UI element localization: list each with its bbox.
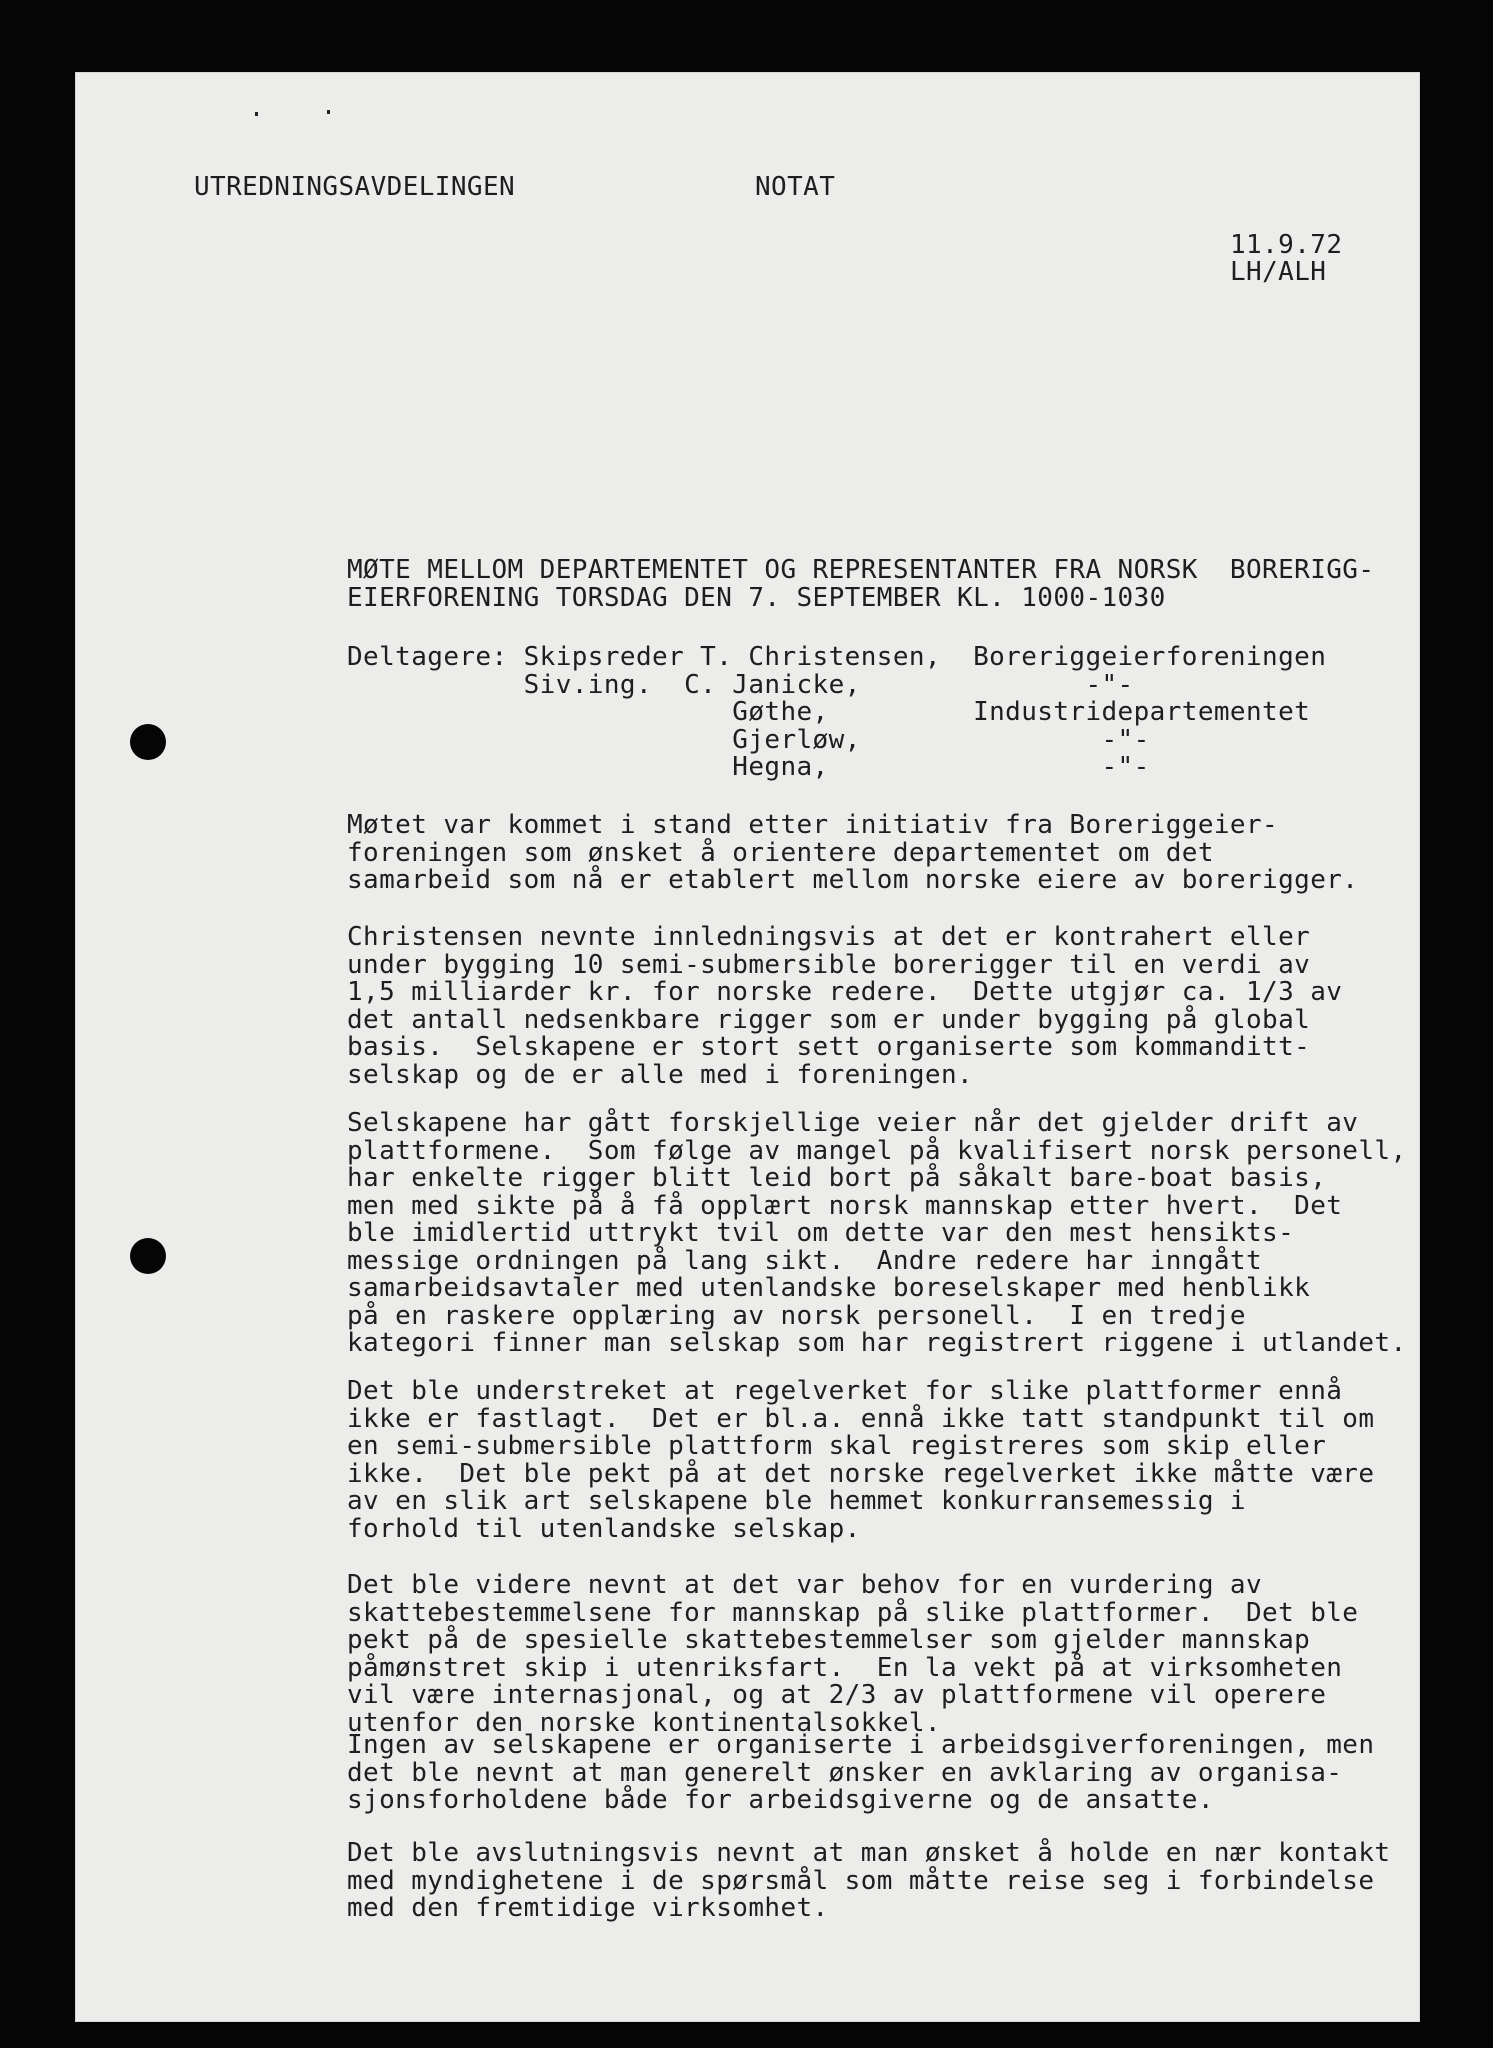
text-line: ikke. Det ble pekt på at det norske regelverket ikke måtte være — [347, 1458, 1375, 1489]
text-line: ble imidlertid uttrykt tvil om dette var den mest hensikts- — [347, 1218, 1295, 1248]
margin-mark — [255, 112, 258, 116]
text-line: utenfor den norske kontinentalsokkel. — [347, 1707, 941, 1738]
punch-hole — [130, 1238, 166, 1274]
paragraph-4 — [347, 1378, 1374, 1543]
text-line: påmønstret skip i utenriksfart. En la vekt på at virksomheten — [347, 1652, 1343, 1683]
text-line: sjonsforholdene både for arbeidsgiverne og de ansatte. — [347, 1785, 1214, 1815]
punch-hole — [130, 724, 166, 760]
text-line: Det ble videre nevnt at det var behov for en vurdering av — [347, 1570, 1263, 1600]
participant-line: Siv.ing. C. Janicke, -"- — [347, 669, 1134, 700]
paragraph-7 — [347, 1840, 1390, 1923]
text-line: Ingen av selskapene er organiserte i arbeidsgiverforeningen, men — [347, 1730, 1375, 1760]
participant-line: Deltagere: Skipsreder T. Christensen, Boreriggeierforeningen — [347, 642, 1327, 672]
text-line: Møtet var kommet i stand etter initiativ fra Boreriggeier- — [347, 810, 1279, 840]
text-line: men med sikte på å få opplært norsk mannskap etter hvert. Det — [347, 1190, 1343, 1221]
text-line: en semi-submersible plattform skal registreres som skip eller — [347, 1431, 1327, 1461]
participants-list — [347, 644, 1326, 782]
document-date: 11.9.72 — [1230, 230, 1343, 260]
text-line: samarbeidsavtaler med utenlandske boreselskaper med henblikk — [347, 1273, 1311, 1303]
text-line: foreningen som ønsket å orientere departementet om det — [347, 837, 1214, 868]
text-line: kategori finner man selskap som har registrert riggene i utlandet. — [347, 1328, 1407, 1358]
text-line: med myndighetene i de spørsmål som måtte reise seg i forbindelse — [347, 1865, 1375, 1896]
text-line: Det ble avslutningsvis nevnt at man ønsket å holde en nær kontakt — [347, 1838, 1391, 1868]
department-name: UTREDNINGSAVDELINGEN — [194, 172, 516, 202]
text-line: av en slik art selskapene ble hemmet konkurransemessig i — [347, 1486, 1246, 1516]
title-line: EIERFORENING TORSDAG DEN 7. SEPTEMBER KL. 1000-1030 — [347, 582, 1166, 613]
text-line: forhold til utenlandske selskap. — [347, 1513, 861, 1544]
text-line: Det ble understreket at regelverket for slike plattformer ennå — [347, 1376, 1343, 1406]
text-line: messige ordningen på lang sikt. Andre redere har inngått — [347, 1245, 1263, 1276]
document-page — [75, 72, 1420, 2022]
text-line: har enkelte rigger blitt leid bort på såkalt bare-boat basis, — [347, 1163, 1327, 1193]
document-type: NOTAT — [755, 172, 836, 202]
text-line: vil være internasjonal, og at 2/3 av plattformene vil operere — [347, 1680, 1327, 1710]
paragraph-2 — [347, 924, 1342, 1089]
text-line: på en raskere opplæring av norsk personell. I en tredje — [347, 1300, 1246, 1331]
text-line: basis. Selskapene er stort sett organiserte som kommanditt- — [347, 1032, 1311, 1062]
text-line: plattformene. Som følge av mangel på kvalifisert norsk personell, — [347, 1135, 1407, 1166]
text-line: ikke er fastlagt. Det er bl.a. ennå ikke tatt standpunkt til om — [347, 1403, 1375, 1434]
text-line: Selskapene har gått forskjellige veier når det gjelder drift av — [347, 1108, 1359, 1138]
paragraph-6 — [347, 1732, 1374, 1815]
text-line: samarbeid som nå er etablert mellom norske eiere av borerigger. — [347, 865, 1359, 895]
title-line: MØTE MELLOM DEPARTEMENTET OG REPRESENTANTER FRA NORSK BORERIGG- — [347, 555, 1375, 585]
text-line: 1,5 milliarder kr. for norske redere. Dette utgjør ca. 1/3 av — [347, 977, 1343, 1007]
participant-line: Hegna, -"- — [347, 752, 1150, 782]
text-line: det ble nevnt at man generelt ønsker en avklaring av organisa- — [347, 1757, 1343, 1788]
text-line: det antall nedsenkbare rigger som er under bygging på global — [347, 1004, 1311, 1035]
paragraph-1 — [347, 812, 1358, 895]
participant-line: Gøthe, Industridepartementet — [347, 697, 1311, 727]
text-line: med den fremtidige virksomhet. — [347, 1893, 829, 1923]
paragraph-3 — [347, 1110, 1407, 1358]
text-line: pekt på de spesielle skattebestemmelser som gjelder mannskap — [347, 1625, 1311, 1655]
text-line: skattebestemmelsene for mannskap på slike plattformer. Det ble — [347, 1597, 1359, 1628]
text-line: under bygging 10 semi-submersible borerigger til en verdi av — [347, 949, 1311, 980]
text-line: Christensen nevnte innledningsvis at det er kontrahert eller — [347, 922, 1311, 952]
paragraph-5 — [347, 1572, 1358, 1737]
margin-mark — [327, 110, 330, 114]
text-line: selskap og de er alle med i foreningen. — [347, 1059, 974, 1090]
meeting-title — [347, 557, 1374, 612]
author-initials: LH/ALH — [1230, 257, 1327, 287]
participant-line: Gjerløw, -"- — [347, 724, 1150, 755]
